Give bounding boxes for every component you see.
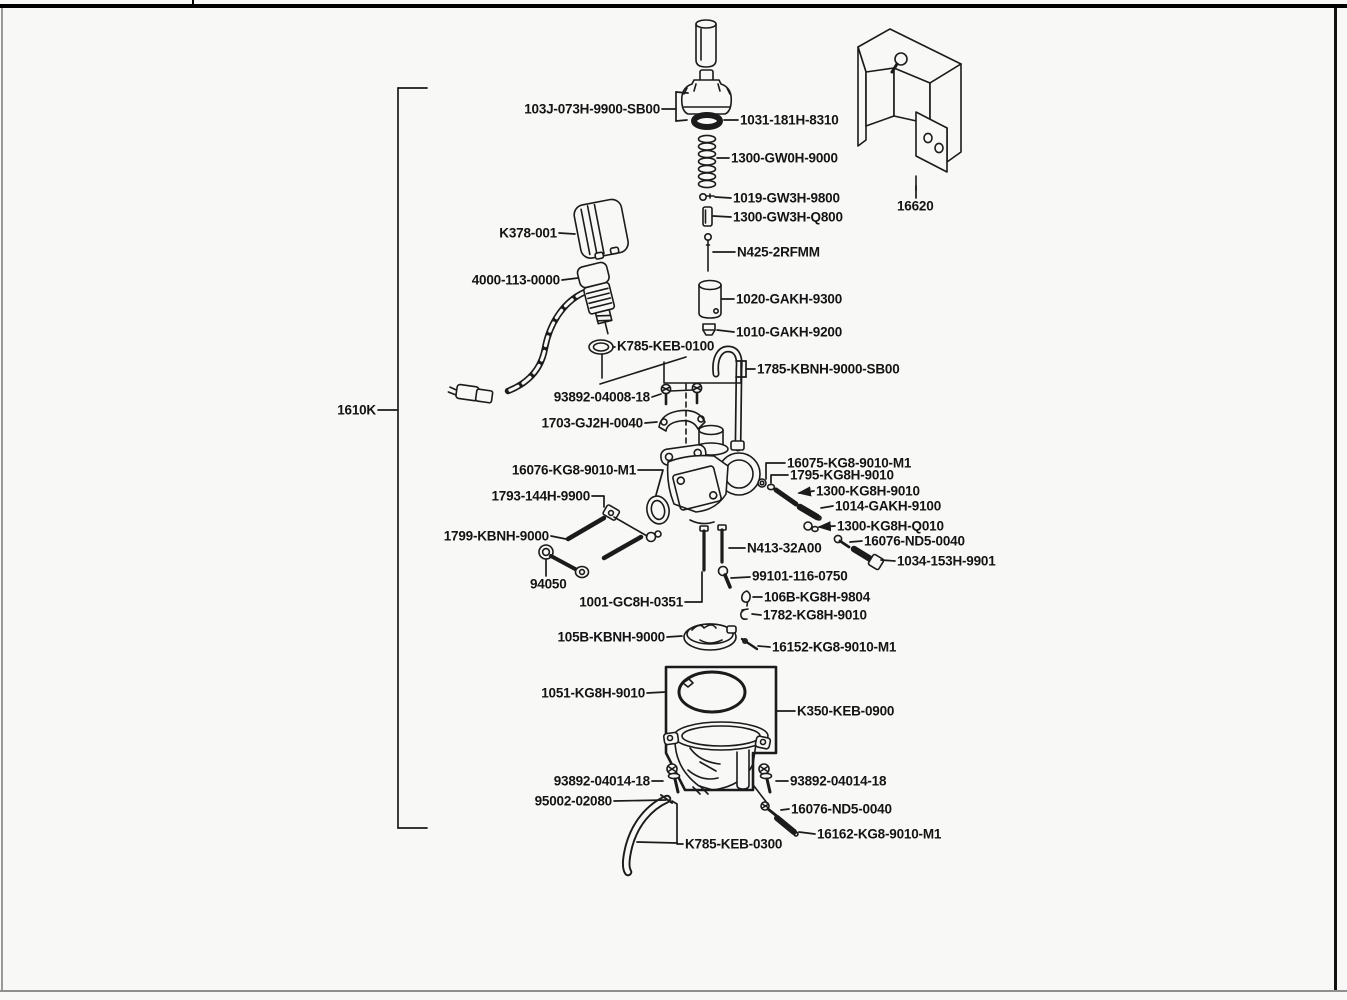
drain-tube-part	[626, 795, 672, 872]
valve-clip-part	[741, 609, 748, 619]
part-label-16075: 16075-KG8-9010-M1	[787, 455, 912, 471]
float-pin-part	[742, 639, 757, 649]
part-label-n425: N425-2RFMM	[737, 244, 820, 260]
part-label-1793: 1793-144H-9900	[491, 488, 590, 504]
flange-gasket-part	[644, 494, 671, 526]
part-label-16162: 16162-KG8-9010-M1	[817, 826, 942, 842]
part-label-105b: 105B-KBNH-9000	[557, 629, 665, 645]
top-screw-set-part	[661, 383, 701, 404]
part-label-1020: 1020-GAKH-9300	[736, 291, 843, 307]
overflow-hose-part	[716, 349, 744, 450]
mount-bracket-part	[858, 29, 961, 190]
part-label-1051: 1051-KG8H-9010	[541, 685, 645, 701]
part-label-k350: K350-KEB-0900	[797, 703, 895, 719]
part-label-16076-gasket: 16076-KG8-9010-M1	[511, 462, 636, 478]
part-label-93892-04008: 93892-04008-18	[553, 389, 650, 405]
part-label-1300-spring: 1300-GW0H-9000	[731, 150, 838, 166]
part-label-1014: 1014-GAKH-9100	[835, 498, 942, 514]
part-label-93892-04014-l: 93892-04014-18	[553, 773, 650, 789]
small-oring-part	[589, 340, 613, 354]
part-label-k378: K378-001	[499, 225, 557, 241]
part-label-106b: 106B-KG8H-9804	[764, 589, 871, 605]
part-label-1031-oring: 1031-181H-8310	[740, 112, 839, 128]
cable-clamp-part	[659, 410, 705, 431]
part-label-n413: N413-32A00	[747, 540, 822, 556]
part-label-1703: 1703-GJ2H-0040	[541, 415, 643, 431]
part-label-1034: 1034-153H-9901	[897, 553, 996, 569]
needle-retainer-part	[700, 194, 714, 200]
part-label-4000: 4000-113-0000	[471, 272, 560, 288]
part-label-16152: 16152-KG8-9010-M1	[772, 639, 897, 655]
slide-sleeve-part	[699, 281, 721, 319]
part-label-1300-q800: 1300-GW3H-Q800	[733, 209, 843, 225]
jet-needle-part	[705, 234, 711, 271]
part-label-1610k: 1610K	[337, 402, 376, 418]
cap-oring-part	[694, 115, 720, 127]
needle-holder-part	[703, 207, 712, 226]
chamber-gasket-part	[679, 672, 745, 712]
part-label-k785-0300: K785-KEB-0300	[685, 836, 783, 852]
cable-nut-part	[703, 324, 715, 335]
part-label-k785-0100: K785-KEB-0100	[617, 338, 715, 354]
part-label-103j-cap: 103J-073H-9900-SB00	[524, 101, 660, 117]
adjust-screw-set-part	[700, 525, 730, 587]
part-label-16076-nd5-btm: 16076-ND5-0040	[791, 801, 892, 817]
part-label-95002: 95002-02080	[534, 793, 612, 809]
part-label-16076-nd5-jet: 16076-ND5-0040	[864, 533, 965, 549]
float-valve-part	[742, 591, 750, 606]
part-label-1785: 1785-KBNH-9000-SB00	[757, 361, 900, 377]
part-label-1001: 1001-GC8H-0351	[579, 594, 683, 610]
float-part	[684, 624, 736, 650]
part-label-99101: 99101-116-0750	[752, 568, 848, 584]
part-label-1010: 1010-GAKH-9200	[736, 324, 843, 340]
part-label-1795: 1795-KG8H-9010	[790, 467, 894, 483]
bowl-screw-right-part	[759, 764, 772, 792]
throttle-spring-part	[699, 135, 716, 187]
part-label-1300-9010: 1300-KG8H-9010	[816, 483, 920, 499]
part-label-1300-q010: 1300-KG8H-Q010	[837, 518, 944, 534]
bowl-screw-left-part	[667, 764, 680, 792]
carburetor-body-part	[660, 426, 760, 524]
carburetor-top-cap-part	[682, 70, 732, 114]
part-label-93892-04014-r: 93892-04014-18	[790, 773, 887, 789]
throttle-valve-part	[696, 20, 716, 67]
part-label-1799: 1799-KBNH-9000	[443, 528, 549, 544]
part-label-16620: 16620	[897, 198, 934, 214]
part-label-1019: 1019-GW3H-9800	[733, 190, 840, 206]
part-label-94050: 94050	[530, 576, 567, 592]
part-label-1782: 1782-KG8H-9010	[763, 607, 867, 623]
float-bowl-part	[663, 722, 771, 794]
cdi-unit-part	[572, 198, 630, 262]
